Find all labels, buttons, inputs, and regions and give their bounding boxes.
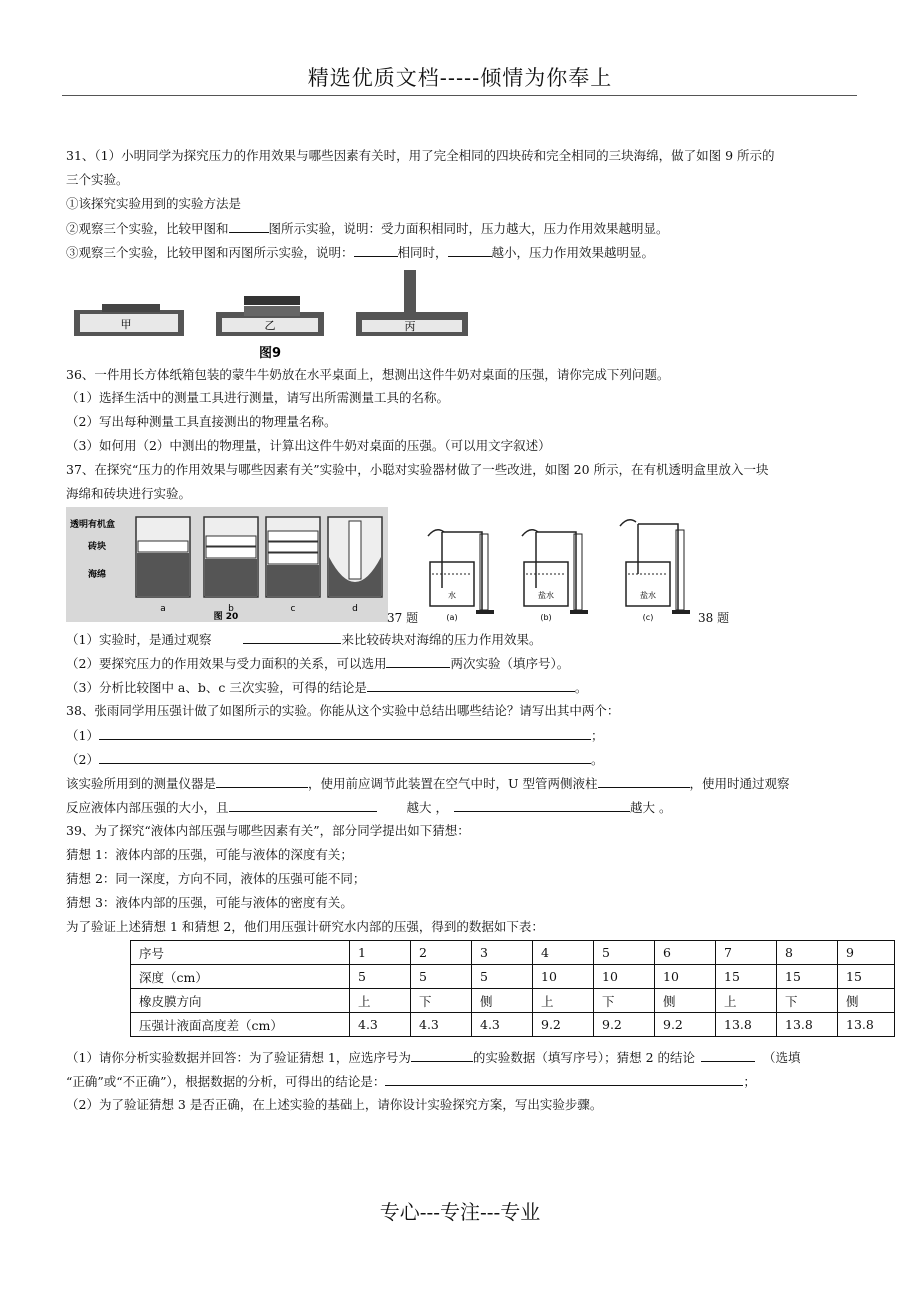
- table-cell: 1: [350, 941, 411, 965]
- brick-b-2: [206, 547, 256, 558]
- q37-line-4-b: 两次实验（填序号）。: [450, 656, 570, 671]
- q38-line-2: [66, 727, 603, 744]
- q38-line-5-b: 越大 ，: [406, 800, 448, 815]
- q39-answer-2-a: “正确”或“不正确”），根据数据的分析，可得出的结论是：: [66, 1074, 386, 1089]
- q38-blank-4[interactable]: [598, 775, 690, 788]
- table-cell: 2: [411, 941, 472, 965]
- table-row-header: 深度（cm）: [131, 965, 350, 989]
- q31-line-5-b: 相同时，: [397, 245, 448, 260]
- q37-line-4-a: （2）要探究压力的作用效果与受力面积的关系，可以选用: [66, 656, 387, 671]
- q37-line-5-b: 。: [574, 680, 588, 695]
- gauge-c: [620, 520, 690, 622]
- brick-bing: [404, 270, 416, 320]
- brick-c-2: [268, 542, 318, 552]
- page-footer: 专心---专注---专业: [379, 1200, 541, 1224]
- label-sponge: 海绵: [88, 570, 107, 580]
- beaker-c-caption: (c): [642, 613, 654, 622]
- q38-blank-1[interactable]: [99, 727, 591, 740]
- table-cell: 侧: [655, 989, 716, 1013]
- q39-line-1: 39、为了探究“液体内部压强与哪些因素有关”，部分同学提出如下猜想：: [66, 823, 470, 838]
- q37-line-2: 海绵和砖块进行实验。: [66, 486, 192, 501]
- table-row-header: 序号: [131, 941, 350, 965]
- table-cell: 9: [838, 941, 895, 965]
- table-cell: 5: [594, 941, 655, 965]
- q38-blank-2[interactable]: [99, 751, 591, 764]
- table-cell: 9.2: [594, 1013, 655, 1037]
- q38-line-4-b: ，使用前应调节此装置在空气中时，U 型管两侧液柱: [308, 776, 598, 791]
- table-cell: 上: [716, 989, 777, 1013]
- q31-line-5-c: 越小，压力作用效果越明显。: [491, 245, 655, 260]
- q31-blank-2[interactable]: [354, 244, 398, 257]
- table-cell: 上: [533, 989, 594, 1013]
- q38-line-3-b: 。: [590, 752, 604, 767]
- q31-blank-3[interactable]: [448, 244, 492, 257]
- table-cell: 4.3: [350, 1013, 411, 1037]
- q38-line-3: [66, 751, 603, 768]
- q38-line-1: 38、张雨同学用压强计做了如图所示的实验。你能从这个实验中总结出哪些结论？请写出其中两个：: [66, 703, 620, 718]
- table-cell: 下: [594, 989, 655, 1013]
- q38-line-3-a: （2）: [66, 752, 99, 767]
- tag-q38: 38 题: [698, 611, 730, 625]
- page-header: 精选优质文档-----倾情为你奉上: [307, 66, 613, 90]
- beaker-b-caption: (b): [540, 613, 552, 622]
- q31-line-2: 三个实验。: [66, 172, 129, 187]
- q39-answer-line-2: [66, 1073, 756, 1090]
- figure-20: [66, 507, 388, 622]
- q38-line-2-a: （1）: [66, 728, 99, 743]
- brick-jia: [102, 304, 160, 312]
- table-cell: 15: [716, 965, 777, 989]
- gauge-a: [428, 530, 494, 622]
- table-cell: 上: [350, 989, 411, 1013]
- table-cell: 下: [411, 989, 472, 1013]
- q31-line-1: 31、（1）小明同学为探究压力的作用效果与哪些因素有关时，用了完全相同的四块砖和完全相同的三块海绵，做了如图 9 所示的: [66, 148, 775, 163]
- beaker-c-label: 盐水: [640, 591, 656, 600]
- label-jia: 甲: [120, 318, 132, 331]
- q38-line-5-c: 越大 。: [630, 800, 672, 815]
- table-cell: 5: [411, 965, 472, 989]
- table-cell: 13.8: [838, 1013, 895, 1037]
- q39-line-5: 为了验证上述猜想 1 和猜想 2，他们用压强计研究水内部的压强，得到的数据如下表：: [66, 919, 544, 934]
- q31-line-3: ①该探究实验用到的实验方法是: [66, 196, 242, 211]
- q39-answer-1-c: （选填: [763, 1050, 801, 1065]
- table-cell: 10: [655, 965, 716, 989]
- brick-c-1: [268, 531, 318, 541]
- table-cell: 10: [533, 965, 594, 989]
- table-cell: 7: [716, 941, 777, 965]
- brick-yi-top: [244, 296, 300, 305]
- brick-c-3: [268, 553, 318, 564]
- sponge-a: [137, 553, 189, 596]
- beaker-a-caption: (a): [446, 613, 458, 622]
- table-row: [131, 1013, 895, 1037]
- q39-blank-2[interactable]: [701, 1049, 755, 1062]
- q38-blank-5[interactable]: [229, 799, 377, 812]
- table-cell: 侧: [472, 989, 533, 1013]
- q31-line-4: [66, 220, 669, 237]
- table-cell: 13.8: [716, 1013, 777, 1037]
- brick-d: [349, 521, 361, 579]
- table-cell: 4.3: [472, 1013, 533, 1037]
- q39-data-table: [130, 940, 895, 1037]
- figure-9: [66, 266, 496, 364]
- q39-line-2: 猜想 1：液体内部的压强，可能与液体的深度有关；: [66, 847, 353, 862]
- q37-line-5-a: （3）分析比较图中 a、b、c 三次实验，可得的结论是: [66, 680, 367, 695]
- q36-line-4: （3）如何用（2）中测出的物理量，计算出这件牛奶对桌面的压强。（可以用文字叙述）: [66, 438, 551, 453]
- q38-line-4-a: 该实验所用到的测量仪器是: [66, 776, 217, 791]
- table-cell: 8: [777, 941, 838, 965]
- q37-blank-2[interactable]: [386, 655, 450, 668]
- table-cell: 9.2: [655, 1013, 716, 1037]
- q38-line-5: [66, 799, 671, 816]
- label-bing: 丙: [404, 320, 416, 333]
- q38-line-5-a: 反应液体内部压强的大小，且: [66, 800, 229, 815]
- q37-line-3-a: （1）实验时，是通过观察: [66, 632, 212, 647]
- label-c: c: [290, 604, 296, 614]
- beaker-a-label: 水: [448, 591, 456, 600]
- q38-line-4: [66, 775, 790, 792]
- q39-answer-line-3: （2）为了验证猜想 3 是否正确，在上述实验的基础上，请你设计实验探究方案，写出实验步骤。: [66, 1097, 603, 1112]
- table-cell: 侧: [838, 989, 895, 1013]
- q38-blank-6[interactable]: [454, 799, 630, 812]
- q39-line-3: 猜想 2：同一深度，方向不同，液体的压强可能不同；: [66, 871, 366, 886]
- table-cell: 5: [350, 965, 411, 989]
- q37-line-1: 37、在探究“压力的作用效果与哪些因素有关”实验中，小聪对实验器材做了一些改进，如图 20 所示，在有机透明盒里放入一块: [66, 462, 769, 477]
- q38-line-4-c: ，使用时通过观察: [689, 776, 790, 791]
- table-cell: 6: [655, 941, 716, 965]
- q39-line-4: 猜想 3：液体内部的压强，可能与液体的密度有关。: [66, 895, 353, 910]
- beaker-b-label: 盐水: [538, 591, 554, 600]
- table-cell: 3: [472, 941, 533, 965]
- label-yi: 乙: [264, 319, 276, 332]
- sponge-b: [205, 559, 257, 596]
- q31-line-4-a: ②观察三个实验，比较甲图和: [66, 221, 229, 236]
- brick-yi-bottom: [244, 306, 300, 316]
- q31-line-4-b: 图所示实验，说明：受力面积相同时，压力越大，压力作用效果越明显。: [268, 221, 669, 236]
- q38-line-2-b: ；: [590, 728, 604, 743]
- brick-a: [138, 541, 188, 552]
- brick-b-1: [206, 536, 256, 546]
- q39-blank-1[interactable]: [411, 1049, 473, 1062]
- q37-line-3-b: 来比较砖块对海绵的压力作用效果。: [341, 632, 542, 647]
- q37-line-4: [66, 655, 569, 672]
- q31-blank-1[interactable]: [229, 220, 269, 233]
- q36-line-1: 36、一件用长方体纸箱包装的蒙牛牛奶放在水平桌面上，想测出这件牛奶对桌面的压强，请你完成下列问题。: [66, 367, 670, 382]
- q36-line-2: （1）选择生活中的测量工具进行测量，请写出所需测量工具的名称。: [66, 390, 449, 405]
- sponge-c: [267, 565, 319, 596]
- table-row-header: 压强计液面高度差（cm）: [131, 1013, 350, 1037]
- q38-blank-3[interactable]: [216, 775, 308, 788]
- table-cell: 15: [777, 965, 838, 989]
- table-row: [131, 941, 895, 965]
- label-brick: 砖块: [88, 542, 107, 552]
- figure-pressure-gauge: [418, 512, 704, 624]
- table-cell: 13.8: [777, 1013, 838, 1037]
- table-row: [131, 989, 895, 1013]
- q31-line-5-a: ③观察三个实验，比较甲图和丙图所示实验，说明：: [66, 245, 354, 260]
- table-row-header: 橡皮膜方向: [131, 989, 350, 1013]
- q31-line-5: [66, 244, 654, 261]
- table-cell: 15: [838, 965, 895, 989]
- table-cell: 4: [533, 941, 594, 965]
- table-cell: 10: [594, 965, 655, 989]
- q39-blank-3[interactable]: [385, 1073, 743, 1086]
- q37-blank-1[interactable]: [243, 631, 341, 644]
- label-b: b: [228, 604, 234, 614]
- figure-9-caption: 图9: [258, 346, 282, 361]
- tag-q37: 37 题: [387, 611, 419, 625]
- q37-blank-3[interactable]: [367, 679, 575, 692]
- q39-answer-line-1: [66, 1049, 801, 1066]
- label-box: 透明有机盒: [70, 520, 116, 530]
- table-cell: 下: [777, 989, 838, 1013]
- gauge-b: [522, 530, 588, 622]
- label-a: a: [160, 604, 166, 614]
- table-cell: 5: [472, 965, 533, 989]
- q39-answer-1-b: 的实验数据（填写序号）；猜想 2 的结论: [472, 1050, 696, 1065]
- table-cell: 4.3: [411, 1013, 472, 1037]
- figure-20-caption: 图 20: [213, 612, 239, 622]
- header-rule: [62, 95, 857, 96]
- q36-line-3: （2）写出每种测量工具直接测出的物理量名称。: [66, 414, 337, 429]
- label-d: d: [352, 604, 358, 614]
- table-row: [131, 965, 895, 989]
- q37-line-5: [66, 679, 587, 696]
- q37-line-3: [66, 631, 541, 648]
- table-cell: 9.2: [533, 1013, 594, 1037]
- q39-answer-1-a: （1）请你分析实验数据并回答：为了验证猜想 1，应选序号为: [66, 1050, 411, 1065]
- q39-answer-2-b: ；: [743, 1074, 756, 1089]
